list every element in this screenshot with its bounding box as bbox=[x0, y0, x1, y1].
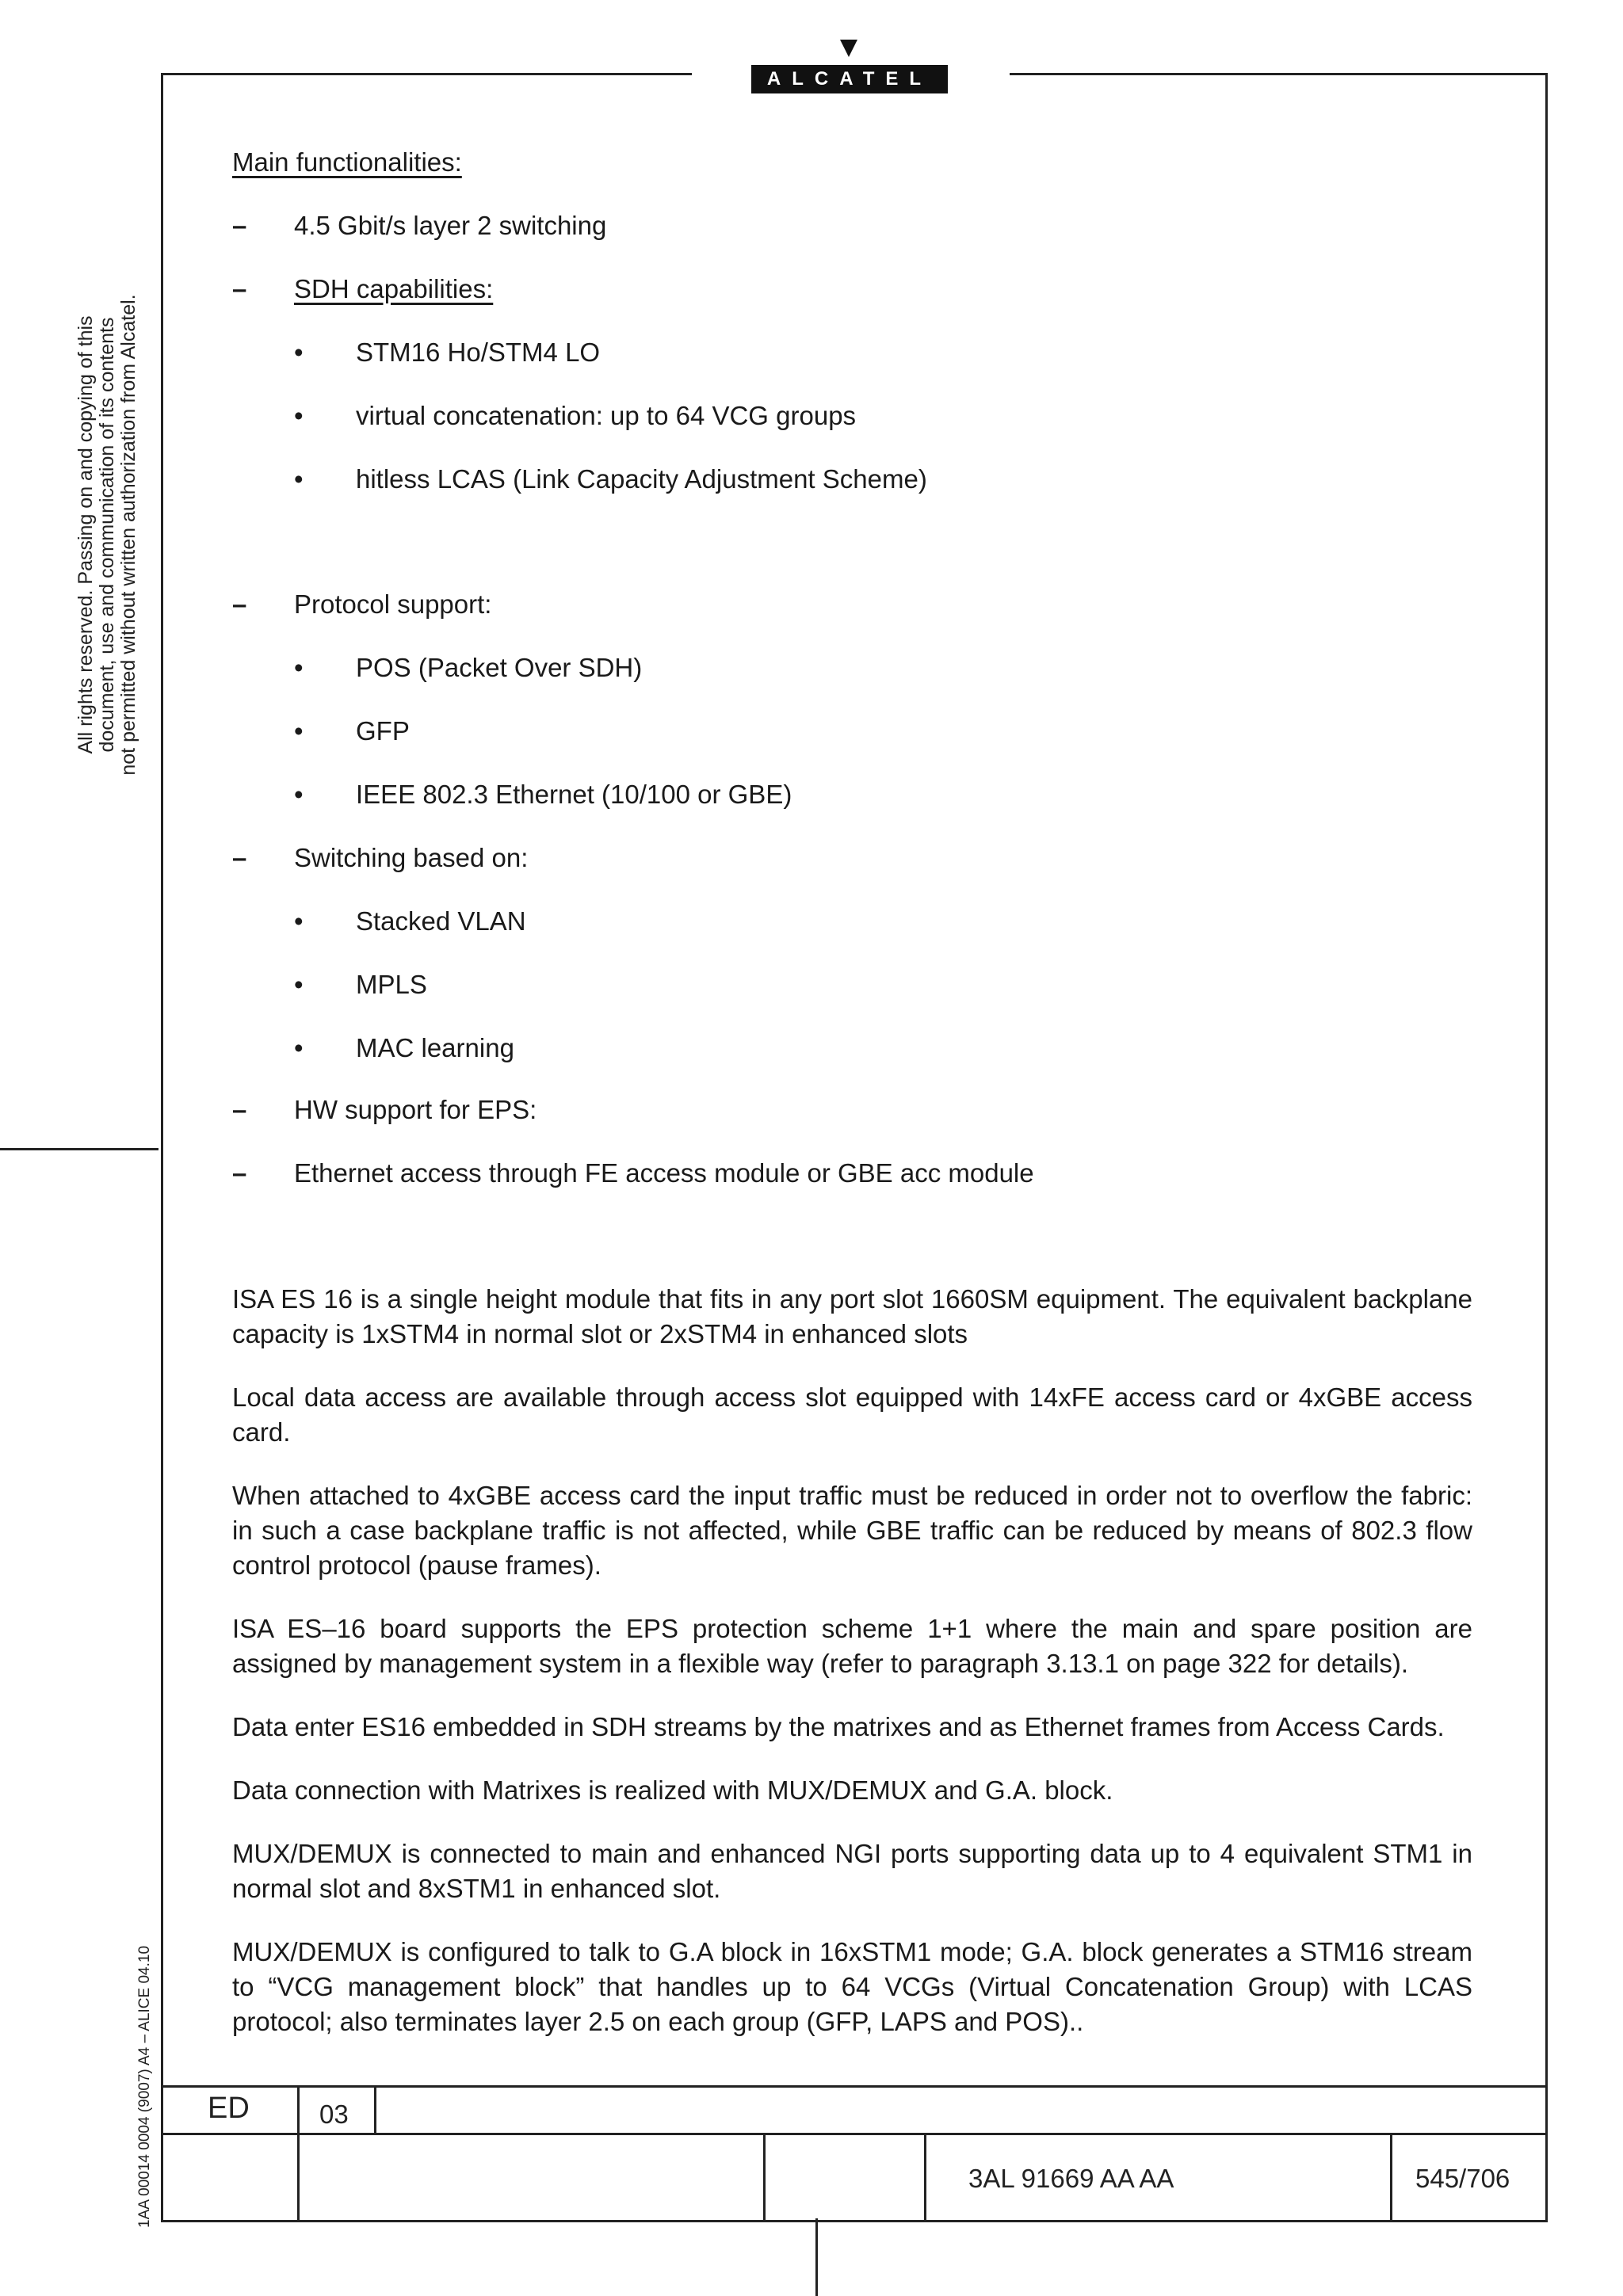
dash-marker: – bbox=[232, 843, 247, 872]
list-item: STM16 Ho/STM4 LO bbox=[356, 338, 601, 367]
list-item: 4.5 Gbit/s layer 2 switching bbox=[294, 211, 607, 240]
footer-rule-middle bbox=[161, 2133, 1545, 2135]
dash-marker: – bbox=[232, 211, 247, 240]
paragraph: ISA ES 16 is a single height module that fits in any port slot 1660SM equipment. The equivalent backplane capacity is 1xSTM4 in normal slot or 2xSTM4 in enhanced slots bbox=[232, 1284, 1472, 1348]
bullet-marker: • bbox=[294, 653, 304, 682]
list-item: IEEE 802.3 Ethernet (10/100 or GBE) bbox=[356, 780, 792, 809]
paragraph: MUX/DEMUX is configured to talk to G.A block in 16xSTM1 mode; G.A. block generates a STM16 stream to “VCG management block” that handles up to 64 VCGs (Virtual Concatenation Group) with LCAS protocol; also terminates layer 2.5 on each group (GFP, LAPS and POS).. bbox=[232, 1937, 1472, 2036]
document-code: 3AL 91669 AA AA bbox=[968, 2164, 1174, 2193]
footer-divider bbox=[763, 2133, 766, 2220]
alcatel-logo bbox=[751, 40, 948, 95]
footer-rule-top bbox=[161, 2085, 1545, 2088]
footer-divider bbox=[924, 2133, 926, 2220]
list-item: Protocol support: bbox=[294, 589, 492, 619]
section-heading: Main functionalities: bbox=[232, 147, 462, 177]
list-item: MAC learning bbox=[356, 1033, 514, 1062]
list-item: GFP bbox=[356, 716, 410, 746]
bottom-tick bbox=[815, 2218, 818, 2296]
header-rule-left bbox=[161, 73, 692, 75]
list-item: Ethernet access through FE access module or GBE acc module bbox=[294, 1158, 1034, 1188]
form-code: 1AA 00014 0004 (9007) A4 – ALICE 04.10 bbox=[136, 1945, 153, 2228]
list-item: virtual concatenation: up to 64 VCG groups bbox=[356, 401, 857, 430]
paragraph: When attached to 4xGBE access card the input traffic must be reduced in order not to overflow the fabric: in such a case backplane traffic is not affected, while GBE traffic can be reduced by means of 802.3 flow control protocol (pause frames). bbox=[232, 1481, 1472, 1580]
bullet-marker: • bbox=[294, 401, 304, 430]
bullet-marker: • bbox=[294, 780, 304, 809]
paragraph: Data enter ES16 embedded in SDH streams by the matrixes and as Ethernet frames from Access Cards. bbox=[232, 1712, 1445, 1741]
bullet-marker: • bbox=[294, 906, 304, 936]
rights-notice bbox=[75, 265, 139, 804]
logo-triangle-icon bbox=[840, 40, 857, 57]
bullet-marker: • bbox=[294, 1033, 304, 1062]
list-item: hitless LCAS (Link Capacity Adjustment Scheme) bbox=[356, 464, 927, 494]
paragraph: Local data access are available through access slot equipped with 14xFE access card or 4xGBE access card. bbox=[232, 1383, 1472, 1447]
ed-value: 03 bbox=[319, 2100, 349, 2129]
list-item: Switching based on: bbox=[294, 843, 529, 872]
bullet-marker: • bbox=[294, 970, 304, 999]
footer-divider bbox=[1390, 2133, 1392, 2220]
logo-text: ALCATEL bbox=[751, 65, 948, 93]
list-item: SDH capabilities: bbox=[294, 274, 494, 303]
bullet-marker: • bbox=[294, 716, 304, 746]
footer-divider bbox=[374, 2085, 376, 2134]
paragraph: MUX/DEMUX is connected to main and enhanced NGI ports supporting data up to 4 equivalent STM1 in normal slot and 8xSTM1 in enhanced slot. bbox=[232, 1839, 1472, 1903]
list-item: Stacked VLAN bbox=[356, 906, 526, 936]
list-item: POS (Packet Over SDH) bbox=[356, 653, 643, 682]
bullet-marker: • bbox=[294, 338, 304, 367]
dash-marker: – bbox=[232, 1095, 247, 1124]
page-number: 545/706 bbox=[1415, 2164, 1510, 2193]
rights-line-2: document, use and communication of its contents bbox=[96, 317, 118, 753]
dash-marker: – bbox=[232, 1158, 247, 1188]
paragraph: ISA ES–16 board supports the EPS protection scheme 1+1 where the main and spare position are assigned by management system in a flexible way (refer to paragraph 3.13.1 on page 322 for details). bbox=[232, 1614, 1472, 1678]
rights-line-3: not permitted without written authorization from Alcatel. bbox=[117, 294, 139, 776]
bullet-marker: • bbox=[294, 464, 304, 494]
list-item: HW support for EPS: bbox=[294, 1095, 537, 1124]
rights-line-1: All rights reserved. Passing on and copying of this bbox=[74, 315, 97, 754]
ed-label: ED bbox=[208, 2092, 250, 2125]
dash-marker: – bbox=[232, 274, 247, 303]
header-rule-right bbox=[1010, 73, 1545, 75]
list-item: MPLS bbox=[356, 970, 427, 999]
dash-marker: – bbox=[232, 589, 247, 619]
footer-divider bbox=[297, 2085, 300, 2220]
fold-mark bbox=[0, 1148, 158, 1150]
paragraph: Data connection with Matrixes is realized with MUX/DEMUX and G.A. block. bbox=[232, 1775, 1113, 1805]
